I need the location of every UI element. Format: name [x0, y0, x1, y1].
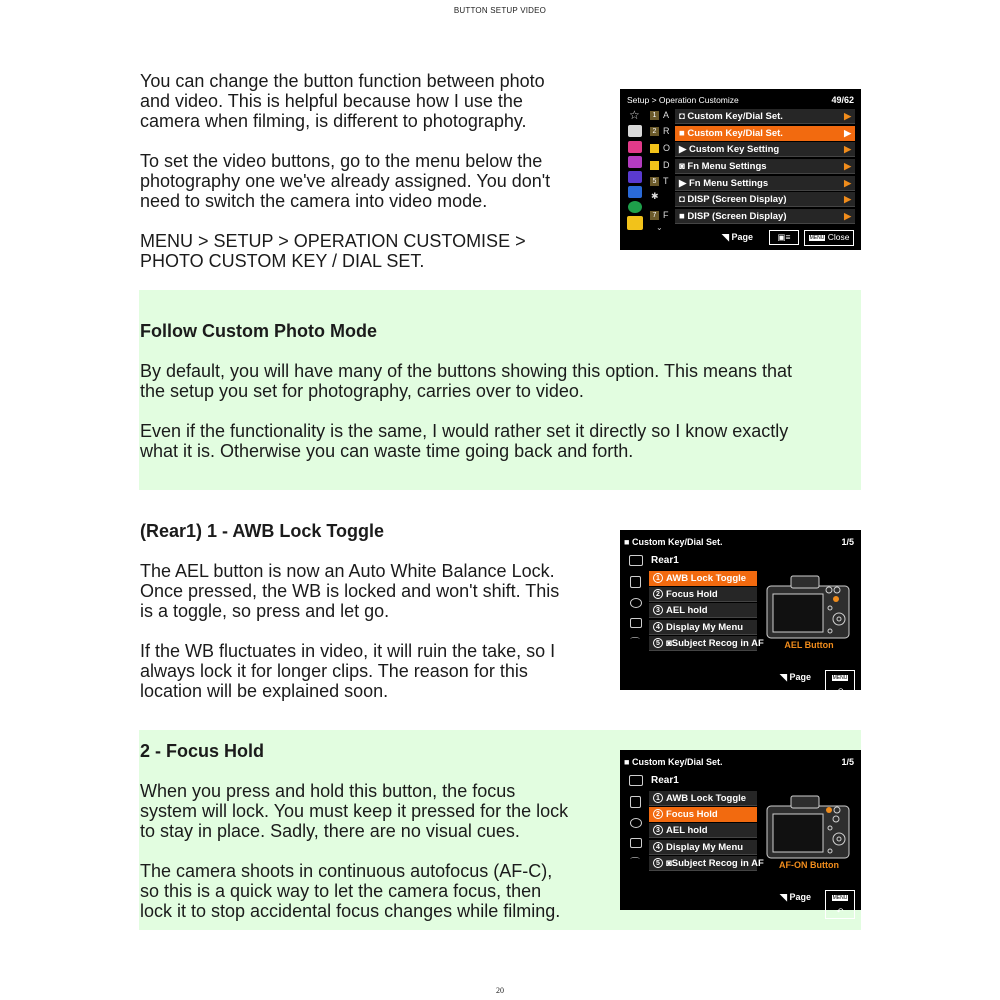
button-name-label: AEL Button: [784, 640, 834, 650]
text-line: lock it to stop accidental focus changes while filming.: [140, 901, 561, 921]
page-label: Page: [731, 232, 753, 242]
tab-number: 7: [650, 211, 659, 220]
menu-item-label: AWB Lock Toggle: [666, 793, 747, 804]
af-tab-icon: [628, 171, 642, 183]
camera-mode-icon: ◘: [679, 111, 685, 122]
section-awb-paragraph-2: [140, 641, 610, 701]
page-label: Page: [789, 672, 811, 682]
menu-breadcrumb: Setup > Operation Customize: [627, 95, 739, 105]
menu-item-label: Custom Key/Dial Set.: [687, 128, 783, 139]
text-line: Once pressed, the WB is locked and won't shift. This: [140, 581, 560, 601]
fn-icon: ◙: [666, 858, 672, 869]
text-line: photography one we've already assigned. You don't: [140, 171, 551, 191]
section-focus-text: [140, 781, 610, 921]
tab-letter: O: [663, 143, 671, 153]
text-line: When you press and hold this button, the focus: [140, 781, 516, 801]
menu-path: [140, 231, 600, 271]
menu-item[interactable]: [649, 620, 757, 635]
back-icon: ↶: [836, 686, 844, 696]
help-button[interactable]: [769, 230, 799, 245]
camera-tab-icon: [628, 141, 642, 153]
wrench-icon: ✱: [651, 191, 659, 201]
arc-icon: ⌒: [630, 858, 640, 869]
camera-awb-screenshot: [620, 530, 861, 696]
setup-tab-icon: [627, 216, 643, 230]
chevron-right-icon: ▶: [844, 128, 851, 138]
menu-item[interactable]: [649, 603, 757, 618]
dial-side-icon: [630, 818, 642, 828]
text-line: location will be explained soon.: [140, 681, 389, 701]
menu-item-label: Focus Hold: [666, 589, 718, 600]
chevron-right-icon: ▶: [844, 211, 851, 221]
item-number: 5: [653, 638, 663, 648]
tab-letter: R: [663, 126, 670, 136]
close-button[interactable]: [804, 230, 854, 246]
back-icon: ↶: [836, 906, 844, 916]
screen-title-text: Custom Key/Dial Set.: [631, 537, 723, 547]
camera-setup-menu-screenshot: [620, 89, 861, 250]
intro-paragraph-1: [140, 71, 600, 131]
item-number: 3: [653, 605, 663, 615]
custom-button-icon: [630, 576, 641, 588]
menu-item[interactable]: [649, 636, 764, 651]
camera-focus-hold-screenshot: [620, 750, 861, 916]
screen-page-indicator: 1/5: [841, 757, 854, 767]
network-tab-icon: [628, 201, 642, 213]
custom-button-icon: [630, 796, 641, 808]
section-focus-paragraph-1: [140, 781, 610, 841]
menu-item[interactable]: [649, 840, 757, 855]
menu-page-indicator: 49/62: [831, 95, 854, 105]
section-follow-paragraph-2: [140, 421, 855, 461]
menu-item-label: Custom Key Setting: [688, 144, 780, 155]
menu-item-label: Subject Recog in AF: [671, 858, 764, 869]
text-line: The camera shoots in continuous autofocus (AF-C),: [140, 861, 553, 881]
tab-letter: A: [663, 110, 670, 120]
menu-item-label: Display My Menu: [666, 622, 744, 633]
text-line: system will lock. You must keep it pressed for the lock: [140, 801, 569, 821]
section-follow-text: [140, 361, 855, 461]
text-line: To set the video buttons, go to the menu below the: [140, 151, 543, 171]
text-line: need to switch the camera into video mode.: [140, 191, 488, 211]
section-follow-paragraph-1: [140, 361, 855, 401]
item-number: 3: [653, 825, 663, 835]
menu-item[interactable]: [675, 176, 855, 191]
chevron-right-icon: ▶: [844, 144, 851, 154]
menu-item-label: Display My Menu: [666, 842, 744, 853]
text-line: what it is. Otherwise you can waste time going back and forth.: [140, 441, 634, 461]
page-hint: [722, 232, 753, 243]
tab-number: [650, 144, 659, 153]
text-line: PHOTO CUSTOM KEY / DIAL SET.: [140, 251, 425, 271]
camera-mode-icon: ◘: [679, 194, 685, 205]
video-mode-icon: ■: [679, 128, 685, 139]
chevron-right-icon: ▶: [844, 194, 851, 204]
page-label: Page: [789, 892, 811, 902]
item-number: 5: [653, 858, 663, 868]
text-line: the setup you set for photography, carries over to video.: [140, 381, 584, 401]
screen-title: [624, 757, 722, 768]
back-button[interactable]: [825, 670, 855, 699]
home-tab-icon: [628, 125, 642, 137]
video-mode-icon: ■: [679, 211, 685, 222]
menu-item-label: AWB Lock Toggle: [666, 573, 747, 584]
menu-item-label: AEL hold: [666, 605, 708, 616]
text-line: Even if the functionality is the same, I would rather set it directly so I know exactly: [140, 421, 789, 441]
section-awb-heading: (Rear1) 1 - AWB Lock Toggle: [140, 521, 385, 541]
section-focus-heading: 2 - Focus Hold: [140, 741, 265, 761]
menu-item-label: Custom Key/Dial Set.: [687, 111, 783, 122]
lens-button-icon: [630, 618, 642, 628]
running-header: BUTTON SETUP VIDEO: [453, 6, 547, 15]
menu-item-label: AEL hold: [666, 825, 708, 836]
arc-icon: ⌒: [630, 638, 640, 649]
item-number: 2: [653, 589, 663, 599]
back-button[interactable]: [825, 890, 855, 919]
menu-item[interactable]: [675, 159, 855, 174]
menu-item[interactable]: [649, 791, 757, 806]
button-name-label: AF-ON Button: [779, 860, 839, 870]
menu-item-label: Focus Hold: [666, 809, 718, 820]
camera-back-illustration: [765, 574, 853, 640]
page-hint: [780, 672, 811, 683]
fn-icon: ◙: [679, 161, 685, 172]
dial-icon: ◥: [780, 672, 787, 682]
dial-icon: ◥: [780, 892, 787, 902]
group-label: Rear1: [651, 555, 679, 566]
menu-item-label: Subject Recog in AF: [671, 638, 764, 649]
text-line: always lock it for longer clips. The reason for this: [140, 661, 528, 681]
menu-item-selected[interactable]: [649, 571, 757, 586]
item-number: 2: [653, 809, 663, 819]
playback-tab-icon: [628, 186, 642, 198]
section-awb-paragraph-1: [140, 561, 610, 621]
tab-number: 5: [650, 177, 659, 186]
help-icon: ▣≡: [777, 232, 791, 242]
exposure-tab-icon: [628, 156, 642, 168]
text-line: By default, you will have many of the buttons showing this option. This means that: [140, 361, 793, 381]
item-number: 1: [653, 793, 663, 803]
menu-item-selected[interactable]: [675, 126, 855, 141]
chevron-down-icon: ⌄: [656, 223, 663, 232]
tab-number: 2: [650, 127, 659, 136]
playback-icon: ▶: [679, 144, 687, 155]
menu-key-label: MENU: [809, 235, 825, 241]
menu-item-label: Fn Menu Settings: [687, 161, 767, 172]
page-hint: [780, 892, 811, 903]
star-icon: ☆: [629, 108, 640, 122]
menu-item-label: DISP (Screen Display): [687, 211, 787, 222]
item-number: 1: [653, 573, 663, 583]
close-label: Close: [827, 232, 850, 242]
text-line: If the WB fluctuates in video, it will ruin the take, so I: [140, 641, 556, 661]
menu-key-label: MENU: [832, 675, 848, 681]
text-line: and video. This is helpful because how I use the: [140, 91, 523, 111]
menu-item[interactable]: [675, 142, 855, 157]
menu-item-selected[interactable]: [649, 807, 757, 822]
chevron-right-icon: ▶: [844, 161, 851, 171]
intro-paragraph-2: [140, 151, 600, 211]
screen-title-text: Custom Key/Dial Set.: [631, 757, 723, 767]
menu-item[interactable]: [649, 587, 757, 602]
menu-item-label: DISP (Screen Display): [687, 194, 787, 205]
menu-item[interactable]: [649, 823, 757, 838]
section-follow-heading: Follow Custom Photo Mode: [140, 321, 377, 341]
text-line: The AEL button is now an Auto White Balance Lock.: [140, 561, 555, 581]
screen-page-indicator: 1/5: [841, 537, 854, 547]
video-mode-icon: ■: [624, 537, 630, 547]
text-line: You can change the button function between photo: [140, 71, 545, 91]
lens-button-icon: [630, 838, 642, 848]
tab-letter: T: [663, 176, 669, 186]
menu-item[interactable]: [675, 109, 855, 124]
menu-key-label: MENU: [832, 895, 848, 901]
camera-body-icon: [629, 555, 643, 566]
menu-item[interactable]: [675, 192, 855, 207]
item-number: 4: [653, 842, 663, 852]
tab-letter: F: [663, 210, 669, 220]
text-line: MENU > SETUP > OPERATION CUSTOMISE >: [140, 231, 526, 251]
menu-item[interactable]: [649, 856, 764, 871]
video-mode-icon: ■: [624, 757, 630, 767]
menu-item-label: Fn Menu Settings: [688, 178, 769, 189]
chevron-right-icon: ▶: [844, 178, 851, 188]
section-focus-paragraph-2: [140, 861, 610, 921]
fn-icon: ◙: [666, 638, 672, 649]
playback-icon: ▶: [679, 178, 687, 189]
tab-number: [650, 161, 659, 170]
text-line: so this is a quick way to let the camera focus, then: [140, 881, 542, 901]
section-awb-text: [140, 561, 610, 701]
chevron-right-icon: ▶: [844, 111, 851, 121]
page-number: 20: [496, 986, 504, 995]
camera-body-icon: [629, 775, 643, 786]
tab-number: 1: [650, 111, 659, 120]
dial-side-icon: [630, 598, 642, 608]
text-line: camera when filming, is different to photography.: [140, 111, 527, 131]
screen-title: [624, 537, 722, 548]
tab-letter: D: [663, 160, 670, 170]
group-label: Rear1: [651, 775, 679, 786]
intro-text: [140, 71, 600, 271]
dial-icon: ◥: [722, 232, 729, 242]
text-line: to stay in place. Sadly, there are no visual cues.: [140, 821, 520, 841]
text-line: is a toggle, so press and let go.: [140, 601, 390, 621]
item-number: 4: [653, 622, 663, 632]
menu-item[interactable]: [675, 209, 855, 224]
camera-back-illustration: [765, 794, 853, 860]
